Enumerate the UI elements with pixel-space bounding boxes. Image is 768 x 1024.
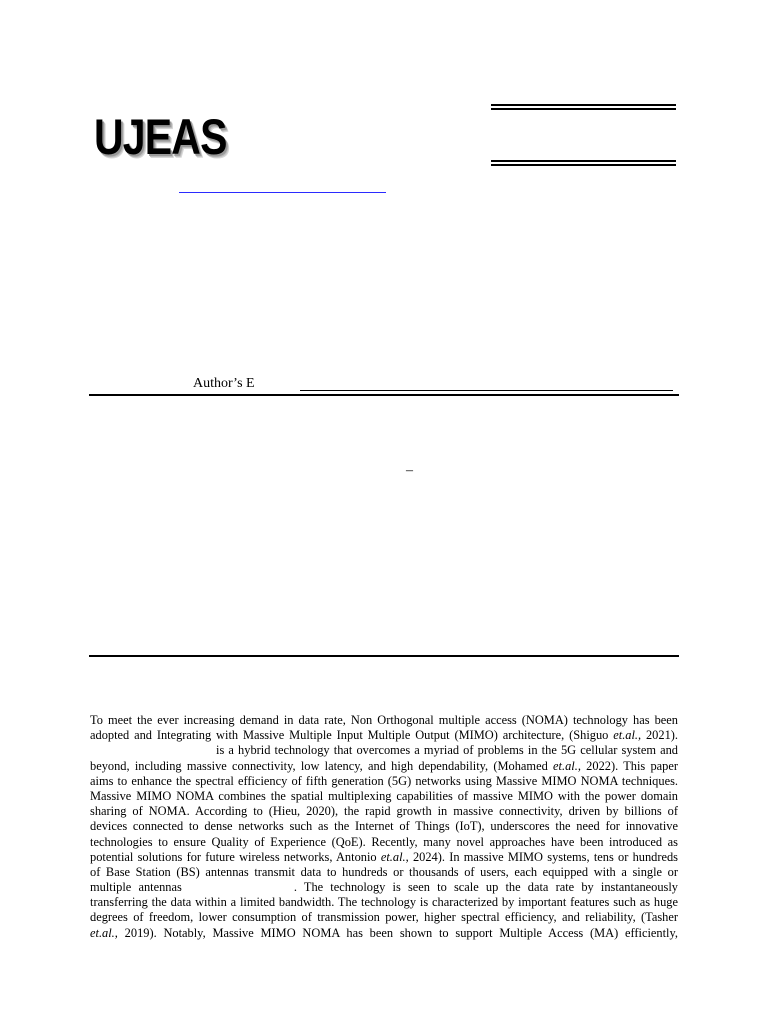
abstract-line: Massive MIMO NOMA combines the spatial multiplexing capabilities of massive MIMO with the power domain (90, 788, 678, 803)
section-rule-bottom (89, 655, 679, 657)
abstract-body (90, 713, 678, 941)
abstract-line: of Base Station (BS) antennas transmit data to hundreds or thousands of users, each equipped with a single or (90, 864, 678, 879)
abstract-line: et.al., 2019). Notably, Massive MIMO NOMA has been shown to support Multiple Access (MA) efficiently, (90, 925, 678, 940)
author-email-label: Author’s E (193, 376, 255, 391)
abstract-line: adopted and Integrating with Massive Multiple Input Multiple Output (MIMO) architecture, (Shiguo et.al., 2021). (90, 728, 678, 743)
dash-mark: – (406, 463, 413, 478)
abstract-line: degrees of freedom, lower consumption of transmission power, higher spectral efficiency, and reliability, (Tasher (90, 910, 678, 925)
abstract-line: sharing of NOMA. According to (Hieu, 2020), the rapid growth in massive connectivity, driven by billions of (90, 804, 678, 819)
header-rule-bottom (491, 160, 676, 166)
journal-logo: UJEAS (94, 109, 227, 165)
abstract-line: aims to enhance the spectral efficiency of fifth generation (5G) networks using Massive MIMO NOMA techniques. (90, 773, 678, 788)
abstract-line: transferring the data within a limited bandwidth. The technology is characterized by important features such as huge (90, 895, 678, 910)
header-rule-top (491, 104, 676, 110)
journal-link[interactable] (179, 192, 386, 193)
abstract-line: potential solutions for future wireless networks, Antonio et.al., 2024). In massive MIMO systems, tens or hundreds (90, 849, 678, 864)
abstract-line: multiple antennas . The technology is seen to scale up the data rate by instantaneously (90, 880, 678, 895)
author-email-underline (300, 390, 673, 391)
abstract-line: technologies to ensure Quality of Experience (QoE). Recently, many novel approaches have been introduced as (90, 834, 678, 849)
abstract-line: is a hybrid technology that overcomes a myriad of problems in the 5G cellular system and (216, 743, 678, 758)
abstract-line: devices connected to dense networks such as the Internet of Things (IoT), underscores the need for innovative (90, 819, 678, 834)
section-rule-top (89, 394, 679, 396)
abstract-line: To meet the ever increasing demand in data rate, Non Orthogonal multiple access (NOMA) technology has been (90, 713, 678, 727)
abstract-line: beyond, including massive connectivity, low latency, and high dependability, (Mohamed et.al., 2022). This paper (90, 758, 678, 773)
